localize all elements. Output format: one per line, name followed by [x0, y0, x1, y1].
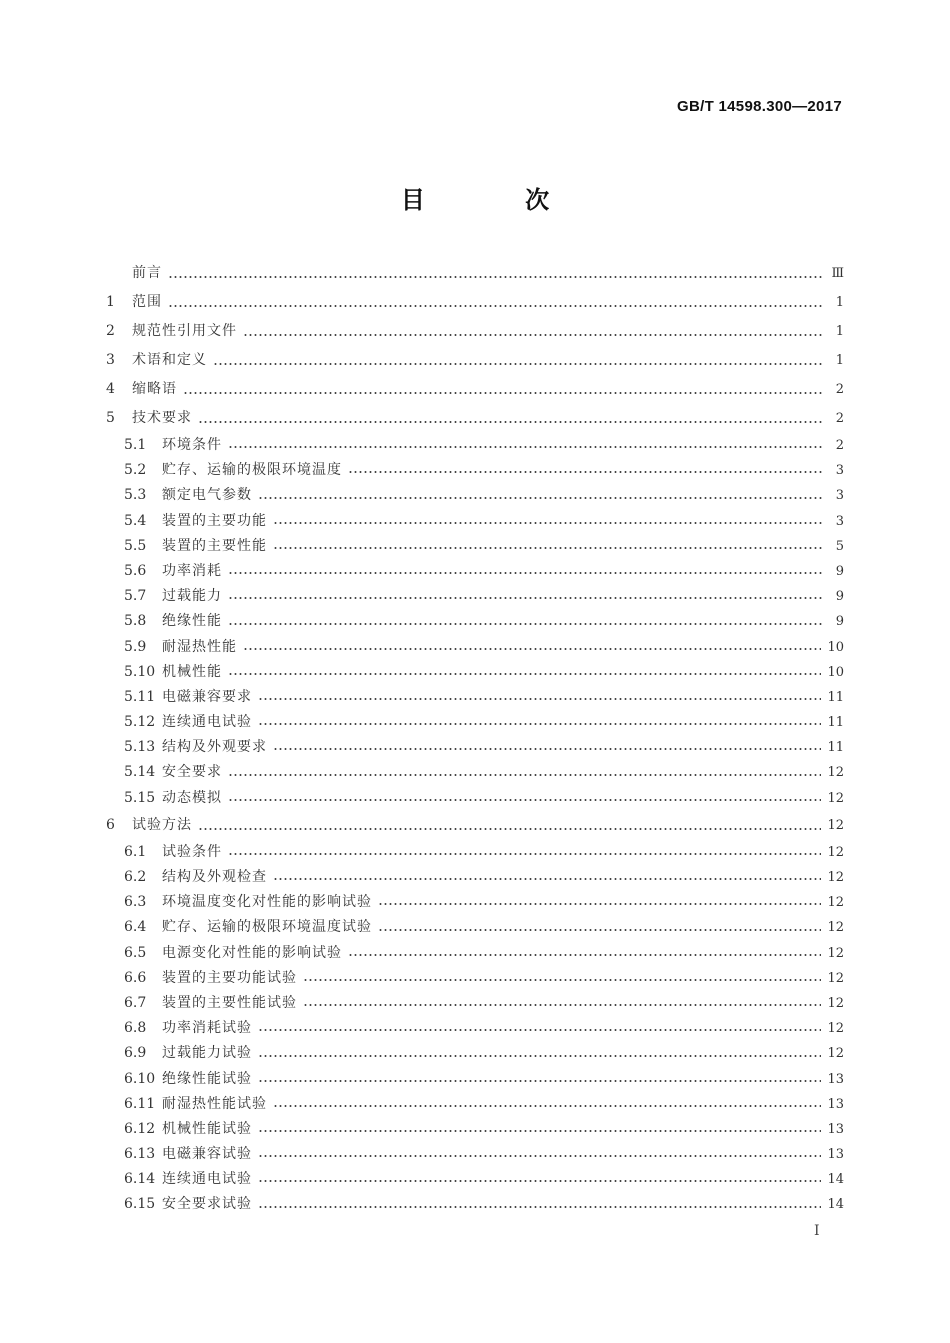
toc-entry[interactable]	[106, 786, 844, 811]
toc-entry[interactable]	[106, 1192, 844, 1217]
toc-entry-label: 技术要求	[132, 410, 192, 426]
toc-entry[interactable]	[106, 509, 844, 534]
toc-entry-page: 12	[827, 790, 844, 806]
dot-leader	[273, 547, 822, 549]
dot-leader	[258, 1029, 821, 1031]
toc-entry-label: 术语和定义	[132, 352, 207, 368]
toc-entry[interactable]	[106, 534, 844, 559]
toc-entry-page: 1	[835, 324, 844, 339]
toc-entry-page: 2	[835, 411, 844, 426]
toc-entry-page: 13	[827, 1147, 844, 1163]
toc-entry[interactable]	[106, 811, 844, 840]
toc-entry[interactable]	[106, 865, 844, 890]
toc-entry-page: 13	[827, 1096, 844, 1112]
toc-entry-label: 环境温度变化对性能的影响试验	[162, 894, 372, 911]
toc-entry-label: 机械性能	[162, 663, 222, 680]
toc-entry-page: 11	[827, 689, 844, 705]
page-number: I	[814, 1223, 820, 1239]
toc-entry-number: 2	[106, 323, 115, 339]
dot-leader	[258, 1206, 821, 1208]
toc-entry[interactable]	[106, 584, 844, 609]
toc-entry-number: 5.13	[124, 739, 156, 756]
toc-entry-label: 范围	[132, 294, 162, 310]
toc-entry[interactable]	[106, 433, 844, 458]
toc-entry-number: 3	[106, 352, 115, 368]
dot-leader	[198, 421, 822, 423]
toc-entry-page: 12	[827, 1046, 844, 1062]
toc-entry-page: 12	[827, 870, 844, 885]
toc-entry-number: 6.1	[124, 843, 147, 860]
toc-entry-label: 耐湿热性能	[162, 638, 237, 655]
toc-entry[interactable]	[106, 1117, 844, 1142]
dot-leader	[258, 1155, 821, 1157]
toc-entry[interactable]	[106, 840, 844, 865]
toc-entry[interactable]	[106, 288, 844, 317]
dot-leader	[228, 673, 821, 675]
toc-entry-number: 6.9	[124, 1045, 147, 1062]
toc-entry-label: 环境条件	[162, 437, 222, 453]
dot-leader	[168, 276, 822, 278]
toc-entry[interactable]	[106, 685, 844, 710]
toc-entry[interactable]	[106, 710, 844, 735]
dot-leader	[243, 648, 821, 650]
toc-entry-page: 12	[827, 920, 844, 936]
toc-entry[interactable]	[106, 1167, 844, 1192]
toc-entry-page: 11	[827, 740, 844, 756]
toc-entry-label: 试验方法	[132, 816, 192, 833]
toc-entry-number: 5.8	[124, 613, 147, 630]
toc-entry-label: 功率消耗试验	[162, 1020, 252, 1037]
toc-entry-page: 12	[827, 765, 844, 781]
toc-entry-label: 规范性引用文件	[132, 323, 237, 339]
toc-entry-page: 12	[827, 1021, 844, 1037]
toc-entry-page: 11	[827, 715, 844, 731]
toc-entry-label: 电磁兼容试验	[162, 1146, 252, 1163]
dot-leader	[258, 1180, 821, 1182]
toc-entry-page: 12	[827, 844, 844, 860]
toc-entry-page: 3	[835, 513, 844, 529]
toc-entry[interactable]	[106, 1142, 844, 1167]
toc-entry-label: 机械性能试验	[162, 1120, 252, 1137]
toc-entry-number: 5	[106, 410, 115, 426]
toc-entry-number: 1	[106, 294, 115, 310]
dot-leader	[258, 1130, 821, 1132]
toc-entry-number: 6.10	[124, 1070, 156, 1087]
page-title: 目 次	[400, 185, 596, 214]
toc-entry-page: 12	[827, 817, 844, 833]
toc-entry-number: 6.7	[124, 994, 147, 1011]
toc-entry-page: 1	[835, 353, 844, 368]
toc-entry[interactable]	[106, 317, 844, 346]
toc-entry-number: 6.3	[124, 894, 147, 911]
toc-entry[interactable]	[106, 375, 844, 404]
toc-entry-number: 5.2	[124, 462, 147, 479]
dot-leader	[228, 799, 821, 801]
toc-entry[interactable]	[106, 760, 844, 785]
toc-entry-label: 连续通电试验	[162, 1171, 252, 1188]
toc-entry[interactable]	[106, 609, 844, 634]
toc-entry-page: 10	[827, 664, 844, 680]
toc-entry-number: 4	[106, 381, 115, 397]
toc-entry-label: 装置的主要功能	[162, 512, 267, 529]
dot-leader	[273, 878, 821, 880]
dot-leader	[228, 774, 821, 776]
toc-entry-label: 贮存、运输的极限环境温度	[162, 462, 342, 479]
toc-entry-number: 5.1	[124, 437, 147, 453]
toc-entry[interactable]	[106, 890, 844, 915]
dot-leader	[273, 1105, 821, 1107]
dot-leader	[273, 748, 821, 750]
toc-entry-page: 1	[835, 295, 844, 310]
dot-leader	[303, 1004, 821, 1006]
toc-entry-page: 14	[827, 1172, 844, 1188]
toc-entry-number: 5.7	[124, 588, 147, 605]
dot-leader	[273, 522, 822, 524]
toc-entry-page: 3	[835, 463, 844, 479]
toc-entry-page: 10	[827, 639, 844, 655]
toc-entry-label: 额定电气参数	[162, 487, 252, 504]
toc-entry-number: 5.12	[124, 714, 156, 731]
toc-entry-label: 绝缘性能试验	[162, 1070, 252, 1087]
toc-entry-page: 9	[835, 563, 844, 579]
dot-leader	[303, 979, 821, 981]
toc-entry[interactable]	[106, 483, 844, 508]
toc-entry-page: 14	[827, 1197, 844, 1213]
toc-entry-page: 12	[827, 895, 844, 911]
toc-entry-number: 6.12	[124, 1120, 156, 1137]
toc-entry-number: 5.5	[124, 537, 147, 554]
toc-entry-label: 动态模拟	[162, 789, 222, 806]
toc-entry[interactable]	[106, 991, 844, 1016]
toc-entry-label: 连续通电试验	[162, 714, 252, 731]
toc-entry[interactable]	[106, 1067, 844, 1092]
toc-entry-label: 安全要求试验	[162, 1196, 252, 1213]
toc-entry-page: 9	[835, 589, 844, 605]
dot-leader	[243, 334, 822, 336]
toc-entry[interactable]	[106, 941, 844, 966]
dot-leader	[258, 723, 821, 725]
toc-entry-page: 2	[835, 382, 844, 397]
dot-leader	[228, 597, 822, 599]
toc-entry-label: 耐湿热性能试验	[162, 1095, 267, 1112]
toc-entry[interactable]	[106, 458, 844, 483]
dot-leader	[348, 471, 822, 473]
dot-leader	[198, 828, 821, 830]
toc-entry[interactable]	[106, 346, 844, 375]
table-of-contents	[106, 259, 844, 1218]
toc-entry-page: 13	[827, 1071, 844, 1087]
toc-entry-label: 电源变化对性能的影响试验	[162, 944, 342, 961]
dot-leader	[228, 572, 822, 574]
toc-entry-page: 12	[827, 970, 844, 986]
toc-entry-number: 5.6	[124, 562, 147, 579]
toc-entry-number: 6.6	[124, 969, 147, 986]
toc-entry-label: 前言	[132, 265, 162, 281]
toc-entry-label: 缩略语	[132, 381, 177, 397]
dot-leader	[258, 698, 821, 700]
toc-entry-page: Ⅲ	[831, 266, 844, 281]
toc-entry-number: 5.14	[124, 764, 156, 781]
toc-entry[interactable]	[106, 1092, 844, 1117]
toc-entry-label: 功率消耗	[162, 562, 222, 579]
toc-entry[interactable]	[106, 1041, 844, 1066]
dot-leader	[348, 954, 821, 956]
toc-entry-number: 5.4	[124, 512, 147, 529]
toc-entry-label: 装置的主要功能试验	[162, 969, 297, 986]
toc-entry-page: 3	[835, 488, 844, 504]
toc-entry-number: 5.3	[124, 487, 147, 504]
toc-entry-label: 试验条件	[162, 843, 222, 860]
toc-entry[interactable]	[106, 735, 844, 760]
toc-entry-number: 6	[106, 816, 115, 833]
toc-entry[interactable]	[106, 259, 844, 288]
dot-leader	[258, 497, 822, 499]
toc-entry[interactable]	[106, 559, 844, 584]
toc-entry-label: 结构及外观要求	[162, 739, 267, 756]
dot-leader	[378, 903, 821, 905]
dot-leader	[183, 392, 822, 394]
dot-leader	[228, 623, 822, 625]
dot-leader	[228, 446, 822, 448]
toc-entry[interactable]	[106, 660, 844, 685]
dot-leader	[378, 929, 821, 931]
toc-entry-number: 6.4	[124, 919, 147, 936]
toc-entry-number: 6.13	[124, 1146, 156, 1163]
toc-entry-number: 5.11	[124, 688, 156, 705]
toc-entry[interactable]	[106, 915, 844, 940]
toc-entry-number: 5.10	[124, 663, 156, 680]
toc-entry[interactable]	[106, 635, 844, 660]
dot-leader	[258, 1080, 821, 1082]
toc-entry[interactable]	[106, 404, 844, 433]
toc-entry-number: 6.11	[124, 1095, 156, 1112]
toc-entry-number: 6.14	[124, 1171, 156, 1188]
toc-entry-label: 绝缘性能	[162, 613, 222, 630]
dot-leader	[228, 853, 821, 855]
toc-entry-label: 装置的主要性能试验	[162, 994, 297, 1011]
toc-entry-number: 6.8	[124, 1020, 147, 1037]
toc-entry-page: 12	[827, 995, 844, 1011]
toc-entry-label: 结构及外观检查	[162, 869, 267, 885]
toc-entry-page: 5	[835, 538, 844, 554]
toc-entry[interactable]	[106, 1016, 844, 1041]
toc-entry-page: 2	[835, 438, 844, 453]
dot-leader	[213, 363, 822, 365]
toc-entry-label: 贮存、运输的极限环境温度试验	[162, 919, 372, 936]
dot-leader	[168, 305, 822, 307]
toc-entry-number: 6.2	[124, 869, 147, 885]
toc-entry-page: 13	[827, 1121, 844, 1137]
toc-entry-number: 6.15	[124, 1196, 156, 1213]
toc-entry-number: 6.5	[124, 944, 147, 961]
toc-entry-number: 5.9	[124, 638, 147, 655]
toc-entry-page: 12	[827, 945, 844, 961]
toc-entry-label: 过载能力	[162, 588, 222, 605]
toc-entry-label: 电磁兼容要求	[162, 688, 252, 705]
dot-leader	[258, 1055, 821, 1057]
toc-entry[interactable]	[106, 966, 844, 991]
toc-entry-label: 装置的主要性能	[162, 537, 267, 554]
toc-entry-label: 安全要求	[162, 764, 222, 781]
toc-entry-page: 9	[835, 614, 844, 630]
toc-entry-number: 5.15	[124, 789, 156, 806]
standard-number: GB/T 14598.300—2017	[677, 98, 842, 115]
toc-entry-label: 过载能力试验	[162, 1045, 252, 1062]
